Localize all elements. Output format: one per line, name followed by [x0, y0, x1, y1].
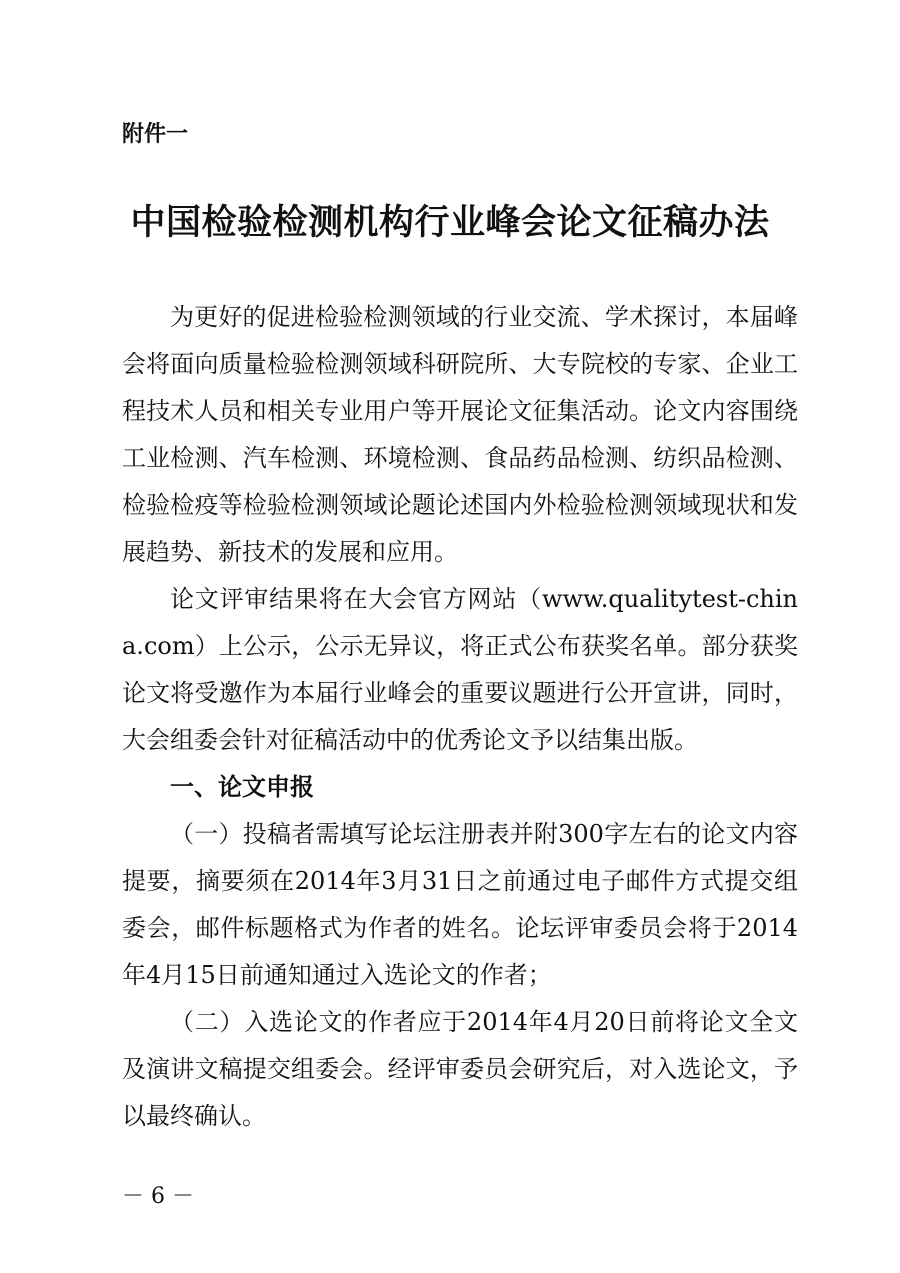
- attachment-label: 附件一: [122, 122, 189, 147]
- section-heading-submission: 一、论文申报: [170, 773, 314, 801]
- document-body: [122, 294, 798, 1140]
- review-paragraph: 论文评审结果将在大会官方网站（www.qualitytest-china.com）上公示，公示无异议，将正式公布获奖名单。部分获奖论文将受邀作为本届行业峰会的重要议题进行公开宣讲，同时，大会组委会针对征稿活动中的优秀论文予以结集出版。: [122, 585, 798, 754]
- submission-item-2: （二）入选论文的作者应于2014年4月20日前将论文全文及演讲文稿提交组委会。经评审委员会研究后，对入选论文，予以最终确认。: [122, 1008, 798, 1130]
- page-number: － 6 －: [122, 1184, 194, 1209]
- document-title: 中国检验检测机构行业峰会论文征稿办法: [130, 203, 770, 243]
- intro-paragraph: 为更好的促进检验检测领域的行业交流、学术探讨，本届峰会将面向质量检验检测领域科研院所、大专院校的专家、企业工程技术人员和相关专业用户等开展论文征集活动。论文内容围绕工业检测、汽车检测、环境检测、食品药品检测、纺织品检测、检验检疫等检验检测领域论题论述国内外检验检测领域现状和发展趋势、新技术的发展和应用。: [122, 303, 798, 566]
- submission-item-1: （一）投稿者需填写论坛注册表并附300字左右的论文内容提要，摘要须在2014年3月31日之前通过电子邮件方式提交组委会，邮件标题格式为作者的姓名。论坛评审委员会将于2014年4月15日前通知通过入选论文的作者；: [122, 820, 798, 989]
